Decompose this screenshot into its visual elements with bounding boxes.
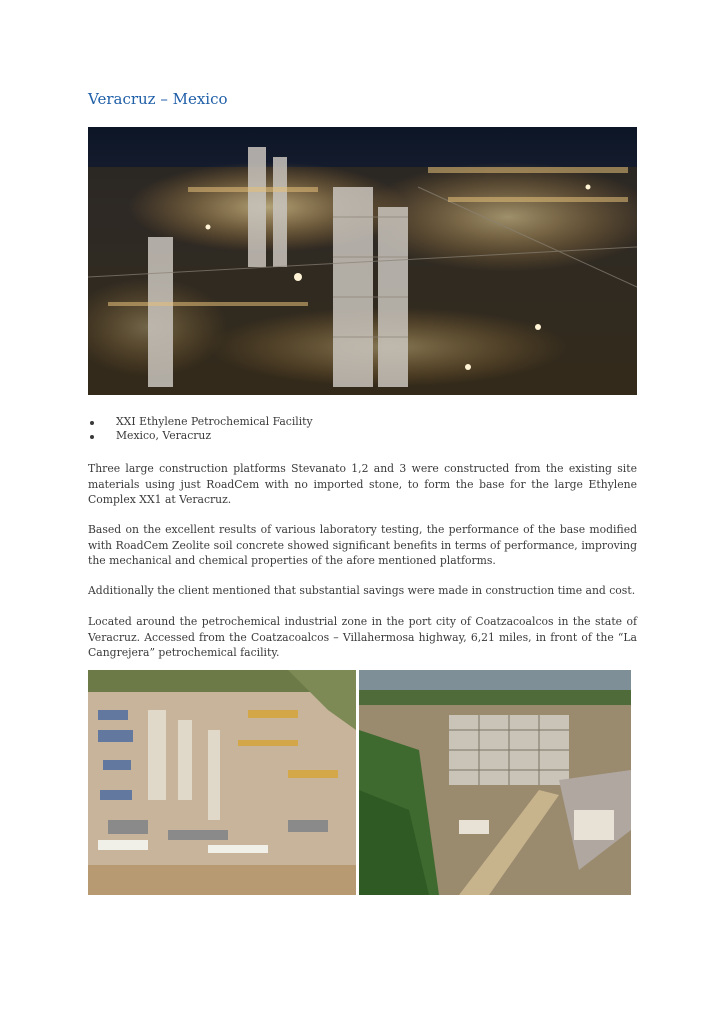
photo-construction-site [359,670,631,895]
paragraph-savings: Additionally the client mentioned that substantial savings were made in construction time and cost. [88,584,636,597]
paragraph-construction-platforms: Three large construction platforms Stevanato 1,2 and 3 were constructed from the existing site materials using just RoadCem with no imported stone, to form the base for the large Ethylene Complex XX1 at Veracruz. [88,462,637,506]
bullet-item-location: Mexico, Veracruz [88,429,313,443]
photo-equipment-yard [88,670,356,895]
page-title: Veracruz – Mexico [88,90,228,108]
bullet-item-facility: XXI Ethylene Petrochemical Facility [88,415,313,429]
paragraph-laboratory-results: Based on the excellent results of various laboratory testing, the performance of the base modified with RoadCem Zeolite soil concrete showed significant benefits in terms of performance, improving the mechanical and chemical properties of the afore mentioned platforms. [88,523,637,567]
paragraph-location: Located around the petrochemical industrial zone in the port city of Coatzacoalcos in the state of Veracruz. Accessed from the Coatzacoalcos – Villahermosa highway, 6,21 miles, in front of the “La Cangrejera” petrochemical facility. [88,615,637,659]
facility-bullet-list [88,415,313,443]
hero-photo-night-facility [88,127,637,395]
